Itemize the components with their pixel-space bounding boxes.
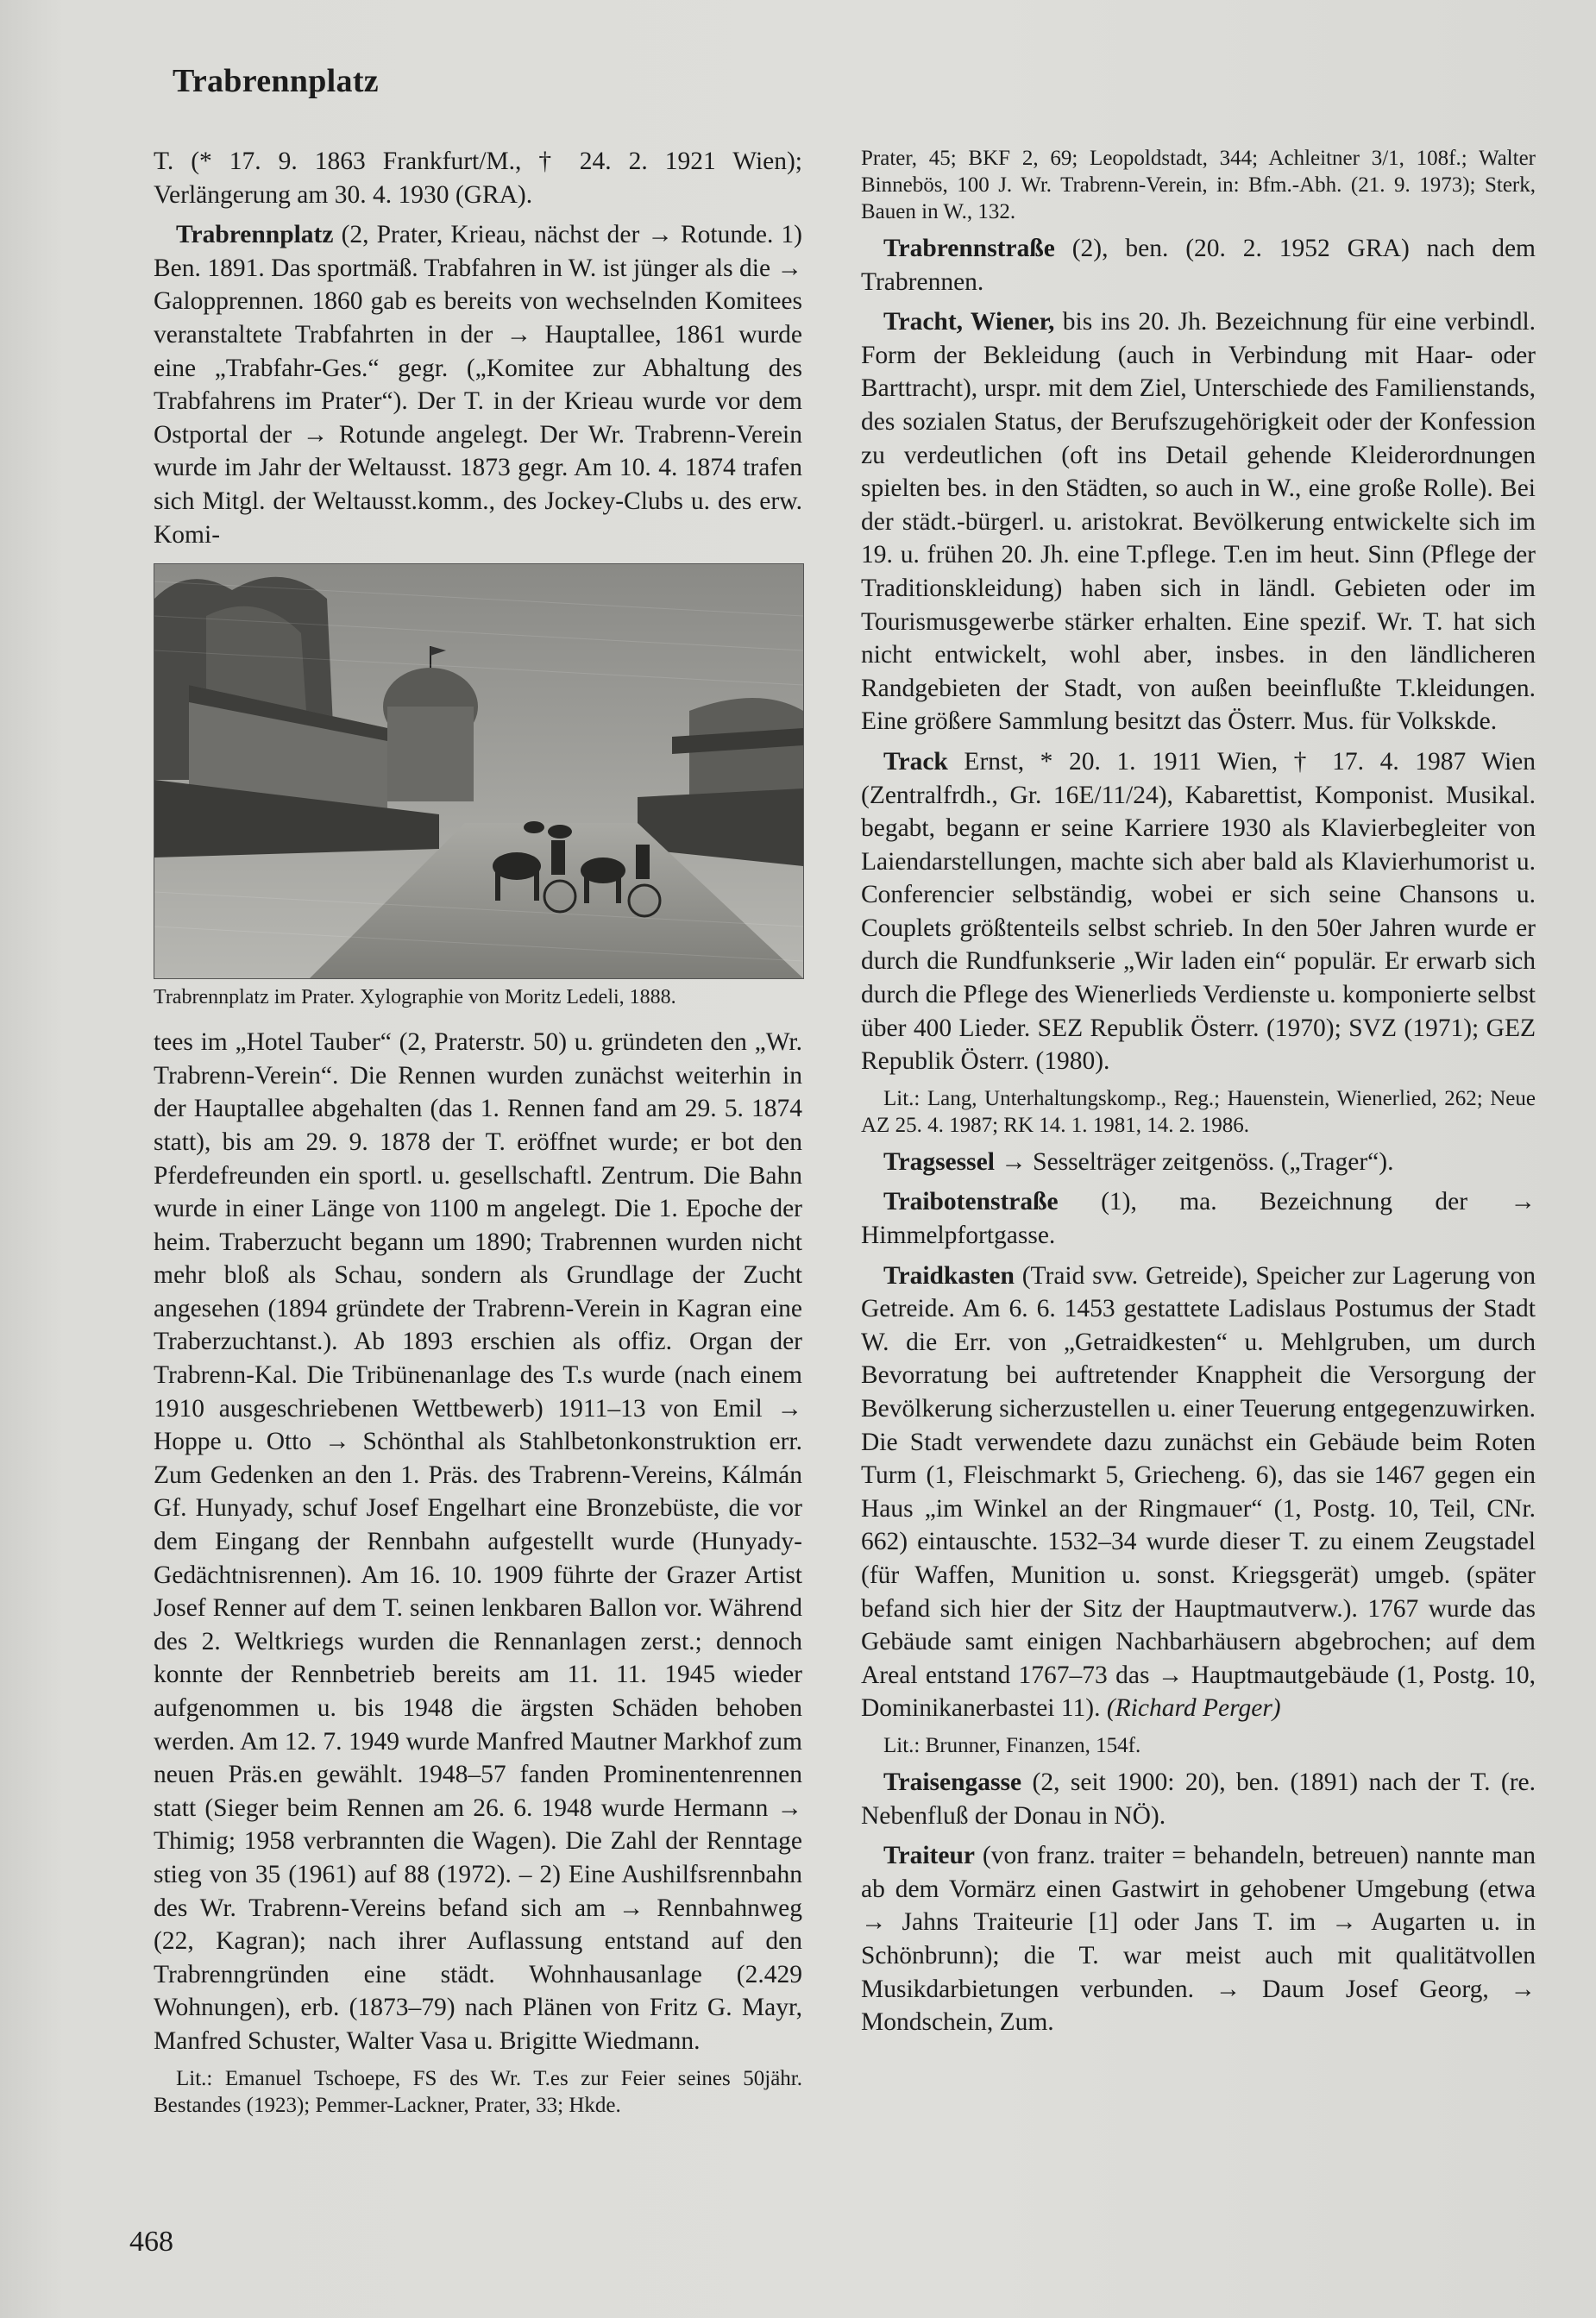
lemma-trabrennstrasse: Trabrennstraße [883, 235, 1055, 262]
entry-text: (1), ma. Bezeichnung der → Himmelpfortgasse. [861, 1188, 1536, 1250]
entry-trabrennplatz-continuation: tees im „Hotel Tauber“ (2, Praterstr. 50) u. gründeten den „Wr. Trabrenn-Verein“. Die Rennen wurden zunächst weiterhin in der Hauptallee abgehalten (das 1. Rennen fand am 29. 5. 1874 statt), bis am 29. 9. 1878 der T. eröffnet wurde; er bot den Pferdefreunden ein sportl. u. gesellschaftl. Zentrum. Die Bahn wurde in einer Länge von 1100 m angelegt. Die 1. Epoche der heim. Traberzucht begann um 1890; Trabrennen wurden nicht mehr bloß als Schau, sondern als Grundlage der Zucht angesehen (1894 gründete der Trabrenn-Verein in Kagran eine Traberzuchtanst.). Ab 1893 erschien als offiz. Organ der Trabrenn-Kal. Die Tribünenanlage des T.s wurde (nach einem 1910 ausgeschriebenen Wettbewerb) 1911–13 von Emil → Hoppe u. Otto → Schönthal als Stahlbetonkonstruktion err. Zum Gedenken an den 1. Präs. des Trabrenn-Vereins, Kálmán Gf. Hunyady, schuf Josef Engelhart eine Bronzebüste, die vor dem Eingang der Rennbahn aufgestellt wurde (Hunyady-Gedächtnisrennen). Am 16. 10. 1909 führte der Grazer Artist Josef Renner auf dem T. seinen lenkbaren Ballon vor. Während des 2. Weltkriegs wurden die Rennanlagen zerst.; dennoch konnte der Rennbetrieb bereits am 11. 11. 1945 wieder aufgenommen u. bis 1948 die ärgsten Schäden behoben werden. Am 12. 7. 1949 wurde Manfred Mautner Markhof zum neuen Präs.en gewählt. 1948–57 fanden Prominentenrennen statt (Sieger beim Rennen am 26. 6. 1948 wurde Hermann → Thimig; 1958 verbrannten die Wagen). Die Zahl der Renntage stieg von 35 (1961) auf 88 (1972). – 2) Eine Aushilfsrennbahn des Wr. Trabrenn-Vereins befand sich am → Rennbahnweg (22, Kagran); nach ihrer Auflassung entstand auf den Trabrenngründen eine städt. Wohnhausanlage (2.429 Wohnungen), erb. (1873–79) nach Plänen von Fritz G. Mayr, Manfred Schuster, Walter Vasa u. Brigitte Wiedmann. [154, 1028, 802, 2055]
entry-text: (2, seit 1900: 20), ben. (1891) nach der T. (re. Nebenfluß der Donau in NÖ). [861, 1768, 1536, 1830]
running-head: Trabrennplatz [173, 63, 379, 99]
lemma-traisengasse: Traisengasse [883, 1768, 1022, 1796]
entry-text: (von franz. traiter = behandeln, betreuen) nannte man ab dem Vormärz einen Gastwirt in gehobener Umgebung (etwa → Jahns Traiteurie [1] oder Jans T. im → Augarten u. in Schönbrunn); die T. war meist auch mit qualitätvollen Musikdarbietungen verbunden. → Daum Josef Georg, → Mondschein, Zum. [861, 1842, 1536, 2037]
entry-tragsessel [861, 1146, 1536, 1179]
entry-text: (2), ben. (20. 2. 1952 GRA) nach dem Trabrennen. [861, 235, 1536, 296]
xylograph-illustration [154, 563, 804, 979]
figure-trabrennplatz [154, 563, 802, 1010]
entry-text: Ernst, * 20. 1. 1911 Wien, † 17. 4. 1987 Wien (Zentralfrdh., Gr. 16E/11/24), Kabarettist, Komponist. Musikal. begabt, begann er seine Karriere 1930 als Klavierbegleiter von Laiendarstellungen, machte sich aber bald als Klavierhumorist u. Conferencier selbständig, wobei er sich seine Chansons u. Couplets größtenteils selbst schrieb. In den 50er Jahren wurde er durch die Rundfunkserie „Wir laden ein“ populär. Er erwarb sich durch die Pflege des Wienerlieds Verdienste u. komponierte selbst über 400 Lieder. SEZ Republik Österr. (1970); SVZ (1971); GEZ Republik Österr. (1980). [861, 747, 1536, 1076]
literature-traidkasten: Lit.: Brunner, Finanzen, 154f. [883, 1733, 1141, 1757]
figure-caption: Trabrennplatz im Prater. Xylographie von Moritz Ledeli, 1888. [154, 986, 676, 1009]
lemma-traibotenstrasse: Traibotenstraße [883, 1188, 1059, 1216]
entry-text: (2, Prater, Krieau, nächst der → Rotunde. 1) Ben. 1891. Das sportmäß. Trabfahren in W. ist jünger als die → Galopprennen. 1860 gab es bereits von wechselnden Komitees veranstaltete Trabfahrten in der → Hauptallee, 1861 wurde eine „Trabfahr-Ges.“ gegr. („Komitee zur Abhaltung des Trabfahrens im Prater“). Der T. in der Krieau wurde vor dem Ostportal der → Rotunde angelegt. Der Wr. Trabrenn-Verein wurde im Jahr der Weltausst. 1873 gegr. Am 10. 4. 1874 trafen sich Mitgl. der Weltausst.komm., des Jockey-Clubs u. des erw. Komi- [154, 221, 802, 549]
entry-traiteur [861, 1839, 1536, 2039]
page-number: 468 [129, 2226, 173, 2258]
entry-author: (Richard Perger) [1106, 1694, 1281, 1723]
entry-traisengasse [861, 1766, 1536, 1832]
lemma-tracht: Tracht, Wiener, [883, 308, 1055, 336]
entry-traibotenstrasse [861, 1185, 1536, 1252]
literature-trabrennplatz: Lit.: Emanuel Tschoepe, FS des Wr. T.es zur Feier seines 50jähr. Bestandes (1923); Pemmer-Lackner, Prater, 33; Hkde. [154, 2066, 802, 2117]
entry-text: → Sesselträger zeitgenöss. („Trager“). [1001, 1147, 1394, 1176]
literature-continuation: Prater, 45; BKF 2, 69; Leopoldstadt, 344; Achleitner 3/1, 108f.; Walter Binnebös, 100 J. Wr. Trabrenn-Verein, in: Bfm.-Abh. (21. 9. 1973); Sterk, Bauen in W., 132. [861, 147, 1536, 223]
entry-tracht [861, 305, 1536, 738]
left-column [154, 145, 802, 2126]
entry-traidkasten [861, 1260, 1536, 1725]
entry-trabrennplatz [154, 218, 802, 551]
literature-track: Lit.: Lang, Unterhaltungskomp., Reg.; Hauenstein, Wienerlied, 262; Neue AZ 25. 4. 1987; RK 14. 1. 1981, 14. 2. 1986. [861, 1086, 1536, 1137]
lemma-track: Track [883, 747, 948, 776]
lemma-traiteur: Traiteur [883, 1842, 975, 1870]
lemma-tragsessel: Tragsessel [883, 1147, 995, 1176]
entry-text: (Traid svw. Getreide), Speicher zur Lagerung von Getreide. Am 6. 6. 1453 gestattete Ladislaus Postumus der Stadt W. die Err. von „Getraidkesten“ u. Mehlgruben, um durch Bevorratung bei auftretender Knappheit die Versorgung der Bevölkerung sicherzustellen u. einer Teuerung entgegenzuwirken. Die Stadt verwendete dazu zunächst ein Gebäude beim Roten Turm (1, Fleischmarkt 5, Griecheng. 6), das sie 1467 gegen ein Haus „im Winkel an der Ringmauer“ (1, Postg. 10, Teil, CNr. 662) eintauschte. 1532–34 wurde dieser T. zu einem Zeugstadel (für Waffen, Munition u. sonst. Kriegsgerät) umgeb. (später befand sich hier der Sitz der Hauptmautverw.). 1767 wurde das Gebäude samt einigen Nachbarhäusern abgebrochen; auf dem Areal entstand 1767–73 das → Hauptmautgebäude (1, Postg. 10, Dominikanerbastei 11). [861, 1261, 1536, 1723]
lemma-traidkasten: Traidkasten [883, 1261, 1015, 1290]
right-column [861, 145, 1536, 2046]
entry-track [861, 745, 1536, 1078]
lemma-trabrennplatz: Trabrennplatz [176, 221, 334, 249]
entry-text: bis ins 20. Jh. Bezeichnung für eine verbindl. Form der Bekleidung (auch in Verbindung mit Haar- oder Barttracht), urspr. mit dem Ziel, Unterschiede des Familienstands, des sozialen Status, der Berufszugehörigkeit oder der Konfession zu verdeutlichen (oft ins Detail gehende Kleiderordnungen spielten bes. in den Städten, so auch in W., eine große Rolle). Bei der städt.-bürgerl. u. aristokrat. Bevölkerung entwickelte sich im 19. u. frühen 20. Jh. eine T.pflege. T.en im heut. Sinn (Pflege der Traditionskleidung) haben sich in ländl. Gebieten oder im Tourismusgewerbe stärker erhalten. Eine spezif. Wr. T. hat sich nicht entwickelt, wohl aber, insbes. in den ländlicheren Randgebieten der Stadt, von außen beeinflußte T.kleidungen. Eine größere Sammlung besitzt das Österr. Mus. für Volkskde. [861, 308, 1536, 736]
entry-continuation-top: T. (* 17. 9. 1863 Frankfurt/M., † 24. 2. 1921 Wien); Verlängerung am 30. 4. 1930 (GRA). [154, 148, 802, 209]
entry-trabrennstrasse [861, 232, 1536, 298]
